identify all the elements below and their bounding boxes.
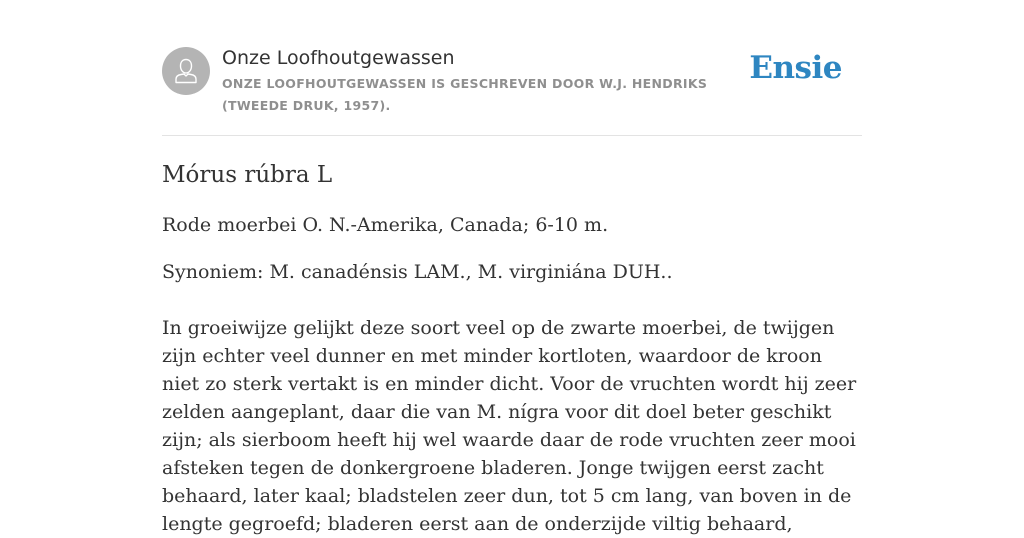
user-avatar-icon[interactable] [162, 47, 210, 95]
publication-title[interactable]: Onze Loofhoutgewassen [222, 47, 455, 69]
article-synonym-line: Synoniem: M. canadénsis LAM., M. virginiána DUH.. [162, 261, 673, 283]
article-title: Mórus rúbra L [162, 162, 333, 188]
publication-header [162, 45, 862, 135]
header-divider [162, 135, 862, 136]
article-body: In groeiwijze gelijkt deze soort veel op de zwarte moerbei, de twijgen zijn echter veel dunner en met minder kortloten, waardoor de kroon niet zo sterk vertakt is en minder dicht. Voor de vruchten wordt hij zeer zelden aangeplant, daar die van M. nígra voor dit doel beter geschikt zijn; als sierboom heeft hij wel waarde daar de rode vruchten zeer mooi afsteken tegen de donkergroene bladeren. Jonge twijgen eerst zacht behaard, later kaal; bladstelen zeer dun, tot 5 cm lang, van boven in de lengte gegroefd; bladeren eerst aan de onderzijde viltig behaard, [162, 317, 857, 535]
article-common-name-line: Rode moerbei O. N.-Amerika, Canada; 6-10 m. [162, 214, 609, 236]
publication-subtitle: ONZE LOOFHOUTGEWASSEN IS GESCHREVEN DOOR W.J. HENDRIKS (TWEEDE DRUK, 1957). [222, 76, 708, 113]
ensie-logo[interactable]: Ensie [749, 50, 842, 86]
article-content [162, 158, 862, 538]
